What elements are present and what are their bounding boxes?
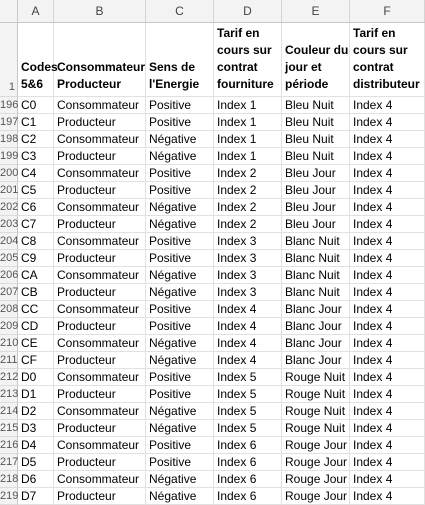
code-cell[interactable]: C9 <box>18 250 54 267</box>
day-color-cell[interactable]: Bleu Jour <box>282 182 350 199</box>
supply-tariff-cell[interactable]: Index 5 <box>214 403 282 420</box>
table-row <box>0 437 425 454</box>
table-row <box>0 131 425 148</box>
table-row <box>0 369 425 386</box>
energy-direction-cell[interactable]: Positive <box>146 301 214 318</box>
supply-tariff-cell[interactable]: Index 5 <box>214 369 282 386</box>
code-cell[interactable]: CB <box>18 284 54 301</box>
distributor-tariff-cell[interactable]: Index 4 <box>350 437 425 454</box>
table-row <box>0 284 425 301</box>
supply-tariff-cell[interactable]: Index 2 <box>214 165 282 182</box>
energy-direction-cell[interactable]: Négative <box>146 335 214 352</box>
table-row <box>0 471 425 488</box>
distributor-tariff-cell[interactable]: Index 4 <box>350 216 425 233</box>
day-color-cell[interactable]: Blanc Jour <box>282 318 350 335</box>
day-color-cell[interactable]: Rouge Jour <box>282 437 350 454</box>
table-row <box>0 352 425 369</box>
code-cell[interactable]: D4 <box>18 437 54 454</box>
role-cell[interactable]: Producteur <box>54 182 146 199</box>
day-color-cell[interactable]: Blanc Nuit <box>282 250 350 267</box>
table-row <box>0 267 425 284</box>
day-color-cell[interactable]: Rouge Nuit <box>282 420 350 437</box>
table-row <box>0 335 425 352</box>
select-all-corner[interactable] <box>0 0 18 22</box>
distributor-tariff-cell[interactable]: Index 4 <box>350 301 425 318</box>
day-color-cell[interactable]: Bleu Nuit <box>282 131 350 148</box>
day-color-cell[interactable]: Blanc Jour <box>282 301 350 318</box>
role-cell[interactable]: Producteur <box>54 250 146 267</box>
table-row <box>0 182 425 199</box>
row-number[interactable]: 202 <box>0 199 18 216</box>
table-row <box>0 97 425 114</box>
table-row <box>0 454 425 471</box>
row-number[interactable]: 203 <box>0 216 18 233</box>
energy-direction-cell[interactable]: Positive <box>146 318 214 335</box>
role-cell[interactable]: Producteur <box>54 114 146 131</box>
role-cell[interactable]: Consommateur <box>54 97 146 114</box>
supply-tariff-cell[interactable]: Index 1 <box>214 148 282 165</box>
supply-tariff-cell[interactable]: Index 2 <box>214 216 282 233</box>
distributor-tariff-cell[interactable]: Index 4 <box>350 182 425 199</box>
supply-tariff-cell[interactable]: Index 4 <box>214 335 282 352</box>
day-color-cell[interactable]: Rouge Jour <box>282 488 350 505</box>
role-cell[interactable]: Consommateur <box>54 403 146 420</box>
code-cell[interactable]: D7 <box>18 488 54 505</box>
code-cell[interactable]: C4 <box>18 165 54 182</box>
energy-direction-cell[interactable]: Positive <box>146 114 214 131</box>
row-number[interactable]: 205 <box>0 250 18 267</box>
distributor-tariff-cell[interactable]: Index 4 <box>350 165 425 182</box>
supply-tariff-cell[interactable]: Index 6 <box>214 437 282 454</box>
day-color-cell[interactable]: Bleu Nuit <box>282 114 350 131</box>
role-cell[interactable]: Consommateur <box>54 267 146 284</box>
code-cell[interactable]: C1 <box>18 114 54 131</box>
day-color-cell[interactable]: Blanc Nuit <box>282 284 350 301</box>
code-cell[interactable]: CF <box>18 352 54 369</box>
code-cell[interactable]: D6 <box>18 471 54 488</box>
table-row <box>0 488 425 505</box>
supply-tariff-cell[interactable]: Index 2 <box>214 182 282 199</box>
table-row <box>0 250 425 267</box>
distributor-tariff-cell[interactable]: Index 4 <box>350 488 425 505</box>
energy-direction-cell[interactable]: Négative <box>146 284 214 301</box>
distributor-tariff-cell[interactable]: Index 4 <box>350 199 425 216</box>
day-color-cell[interactable]: Rouge Nuit <box>282 403 350 420</box>
code-cell[interactable]: C5 <box>18 182 54 199</box>
day-color-cell[interactable]: Bleu Nuit <box>282 148 350 165</box>
distributor-tariff-cell[interactable]: Index 4 <box>350 420 425 437</box>
energy-direction-cell[interactable]: Négative <box>146 488 214 505</box>
row-number[interactable]: 197 <box>0 114 18 131</box>
code-cell[interactable]: C7 <box>18 216 54 233</box>
distributor-tariff-cell[interactable]: Index 4 <box>350 386 425 403</box>
table-row <box>0 301 425 318</box>
supply-tariff-cell[interactable]: Index 2 <box>214 199 282 216</box>
energy-direction-cell[interactable]: Positive <box>146 250 214 267</box>
table-row <box>0 148 425 165</box>
role-cell[interactable]: Producteur <box>54 386 146 403</box>
distributor-tariff-cell[interactable]: Index 4 <box>350 454 425 471</box>
row-number[interactable]: 212 <box>0 369 18 386</box>
energy-direction-cell[interactable]: Positive <box>146 386 214 403</box>
table-row <box>0 420 425 437</box>
header-cell-couleur-jour[interactable]: Couleur du jour et période <box>282 23 350 97</box>
energy-direction-cell[interactable]: Positive <box>146 97 214 114</box>
column-header-d[interactable]: D <box>214 0 282 22</box>
distributor-tariff-cell[interactable]: Index 4 <box>350 369 425 386</box>
row-number[interactable]: 216 <box>0 437 18 454</box>
distributor-tariff-cell[interactable]: Index 4 <box>350 335 425 352</box>
column-header-e[interactable]: E <box>282 0 350 22</box>
row-number[interactable]: 199 <box>0 148 18 165</box>
energy-direction-cell[interactable]: Négative <box>146 199 214 216</box>
header-row <box>0 23 425 97</box>
energy-direction-cell[interactable]: Négative <box>146 420 214 437</box>
energy-direction-cell[interactable]: Négative <box>146 403 214 420</box>
energy-direction-cell[interactable]: Négative <box>146 148 214 165</box>
row-number[interactable]: 200 <box>0 165 18 182</box>
row-number[interactable]: 209 <box>0 318 18 335</box>
distributor-tariff-cell[interactable]: Index 4 <box>350 403 425 420</box>
code-cell[interactable]: D2 <box>18 403 54 420</box>
supply-tariff-cell[interactable]: Index 4 <box>214 352 282 369</box>
day-color-cell[interactable]: Rouge Nuit <box>282 386 350 403</box>
code-cell[interactable]: D5 <box>18 454 54 471</box>
row-number[interactable]: 204 <box>0 233 18 250</box>
role-cell[interactable]: Consommateur <box>54 233 146 250</box>
header-cell-codes[interactable]: Codes 5&6 <box>18 23 54 97</box>
code-cell[interactable]: C3 <box>18 148 54 165</box>
energy-direction-cell[interactable]: Négative <box>146 131 214 148</box>
day-color-cell[interactable]: Blanc Jour <box>282 335 350 352</box>
code-cell[interactable]: C2 <box>18 131 54 148</box>
row-number[interactable]: 208 <box>0 301 18 318</box>
code-cell[interactable]: D3 <box>18 420 54 437</box>
column-header-row <box>0 0 425 23</box>
row-number[interactable]: 218 <box>0 471 18 488</box>
supply-tariff-cell[interactable]: Index 4 <box>214 301 282 318</box>
distributor-tariff-cell[interactable]: Index 4 <box>350 148 425 165</box>
table-row <box>0 165 425 182</box>
day-color-cell[interactable]: Bleu Jour <box>282 165 350 182</box>
code-cell[interactable]: CD <box>18 318 54 335</box>
supply-tariff-cell[interactable]: Index 1 <box>214 114 282 131</box>
distributor-tariff-cell[interactable]: Index 4 <box>350 114 425 131</box>
table-row <box>0 318 425 335</box>
row-number[interactable]: 211 <box>0 352 18 369</box>
day-color-cell[interactable]: Blanc Nuit <box>282 267 350 284</box>
role-cell[interactable]: Producteur <box>54 454 146 471</box>
energy-direction-cell[interactable]: Positive <box>146 454 214 471</box>
column-header-c[interactable]: C <box>146 0 214 22</box>
role-cell[interactable]: Producteur <box>54 284 146 301</box>
supply-tariff-cell[interactable]: Index 6 <box>214 471 282 488</box>
role-cell[interactable]: Consommateur <box>54 301 146 318</box>
day-color-cell[interactable]: Bleu Jour <box>282 199 350 216</box>
row-number[interactable]: 196 <box>0 97 18 114</box>
energy-direction-cell[interactable]: Négative <box>146 267 214 284</box>
role-cell[interactable]: Consommateur <box>54 369 146 386</box>
code-cell[interactable]: CE <box>18 335 54 352</box>
energy-direction-cell[interactable]: Négative <box>146 471 214 488</box>
role-cell[interactable]: Producteur <box>54 148 146 165</box>
supply-tariff-cell[interactable]: Index 3 <box>214 267 282 284</box>
distributor-tariff-cell[interactable]: Index 4 <box>350 233 425 250</box>
code-cell[interactable]: CC <box>18 301 54 318</box>
energy-direction-cell[interactable]: Positive <box>146 233 214 250</box>
table-row <box>0 403 425 420</box>
role-cell[interactable]: Producteur <box>54 352 146 369</box>
distributor-tariff-cell[interactable]: Index 4 <box>350 352 425 369</box>
day-color-cell[interactable]: Rouge Nuit <box>282 369 350 386</box>
code-cell[interactable]: C0 <box>18 97 54 114</box>
distributor-tariff-cell[interactable]: Index 4 <box>350 318 425 335</box>
row-number[interactable]: 210 <box>0 335 18 352</box>
supply-tariff-cell[interactable]: Index 6 <box>214 488 282 505</box>
supply-tariff-cell[interactable]: Index 6 <box>214 454 282 471</box>
row-number[interactable]: 201 <box>0 182 18 199</box>
energy-direction-cell[interactable]: Positive <box>146 182 214 199</box>
energy-direction-cell[interactable]: Négative <box>146 216 214 233</box>
distributor-tariff-cell[interactable]: Index 4 <box>350 250 425 267</box>
role-cell[interactable]: Consommateur <box>54 131 146 148</box>
header-cell-sens-energie[interactable]: Sens de l'Energie <box>146 23 214 97</box>
supply-tariff-cell[interactable]: Index 5 <box>214 420 282 437</box>
table-row <box>0 199 425 216</box>
distributor-tariff-cell[interactable]: Index 4 <box>350 284 425 301</box>
energy-direction-cell[interactable]: Positive <box>146 369 214 386</box>
code-cell[interactable]: CA <box>18 267 54 284</box>
code-cell[interactable]: D0 <box>18 369 54 386</box>
row-number[interactable]: 217 <box>0 454 18 471</box>
day-color-cell[interactable]: Rouge Jour <box>282 454 350 471</box>
supply-tariff-cell[interactable]: Index 1 <box>214 97 282 114</box>
column-header-a[interactable]: A <box>18 0 54 22</box>
header-cell-consommateur-producteur[interactable]: Consommateur Producteur <box>54 23 146 97</box>
supply-tariff-cell[interactable]: Index 1 <box>214 131 282 148</box>
supply-tariff-cell[interactable]: Index 3 <box>214 250 282 267</box>
column-header-b[interactable]: B <box>54 0 146 22</box>
row-number[interactable]: 1 <box>0 23 18 97</box>
supply-tariff-cell[interactable]: Index 4 <box>214 318 282 335</box>
code-cell[interactable]: D1 <box>18 386 54 403</box>
role-cell[interactable]: Producteur <box>54 420 146 437</box>
role-cell[interactable]: Producteur <box>54 318 146 335</box>
row-number[interactable]: 219 <box>0 488 18 505</box>
header-cell-tarif-fourniture[interactable]: Tarif en cours sur contrat fourniture <box>214 23 282 97</box>
day-color-cell[interactable]: Bleu Jour <box>282 216 350 233</box>
distributor-tariff-cell[interactable]: Index 4 <box>350 471 425 488</box>
energy-direction-cell[interactable]: Négative <box>146 352 214 369</box>
role-cell[interactable]: Producteur <box>54 216 146 233</box>
supply-tariff-cell[interactable]: Index 3 <box>214 284 282 301</box>
code-cell[interactable]: C8 <box>18 233 54 250</box>
row-number[interactable]: 214 <box>0 403 18 420</box>
table-row <box>0 233 425 250</box>
day-color-cell[interactable]: Blanc Jour <box>282 352 350 369</box>
table-row <box>0 114 425 131</box>
table-row <box>0 216 425 233</box>
role-cell[interactable]: Producteur <box>54 488 146 505</box>
role-cell[interactable]: Consommateur <box>54 199 146 216</box>
day-color-cell[interactable]: Blanc Nuit <box>282 233 350 250</box>
code-cell[interactable]: C6 <box>18 199 54 216</box>
supply-tariff-cell[interactable]: Index 3 <box>214 233 282 250</box>
distributor-tariff-cell[interactable]: Index 4 <box>350 267 425 284</box>
row-number[interactable]: 213 <box>0 386 18 403</box>
column-header-f[interactable]: F <box>350 0 425 22</box>
energy-direction-cell[interactable]: Positive <box>146 437 214 454</box>
row-number[interactable]: 198 <box>0 131 18 148</box>
role-cell[interactable]: Consommateur <box>54 335 146 352</box>
energy-direction-cell[interactable]: Positive <box>146 165 214 182</box>
row-number[interactable]: 215 <box>0 420 18 437</box>
distributor-tariff-cell[interactable]: Index 4 <box>350 97 425 114</box>
row-number[interactable]: 206 <box>0 267 18 284</box>
distributor-tariff-cell[interactable]: Index 4 <box>350 131 425 148</box>
role-cell[interactable]: Consommateur <box>54 471 146 488</box>
supply-tariff-cell[interactable]: Index 5 <box>214 386 282 403</box>
day-color-cell[interactable]: Rouge Jour <box>282 471 350 488</box>
row-number[interactable]: 207 <box>0 284 18 301</box>
table-row <box>0 386 425 403</box>
role-cell[interactable]: Consommateur <box>54 165 146 182</box>
role-cell[interactable]: Consommateur <box>54 437 146 454</box>
header-cell-tarif-distributeur[interactable]: Tarif en cours sur contrat distributeur <box>350 23 425 97</box>
day-color-cell[interactable]: Bleu Nuit <box>282 97 350 114</box>
data-rows <box>0 97 425 505</box>
